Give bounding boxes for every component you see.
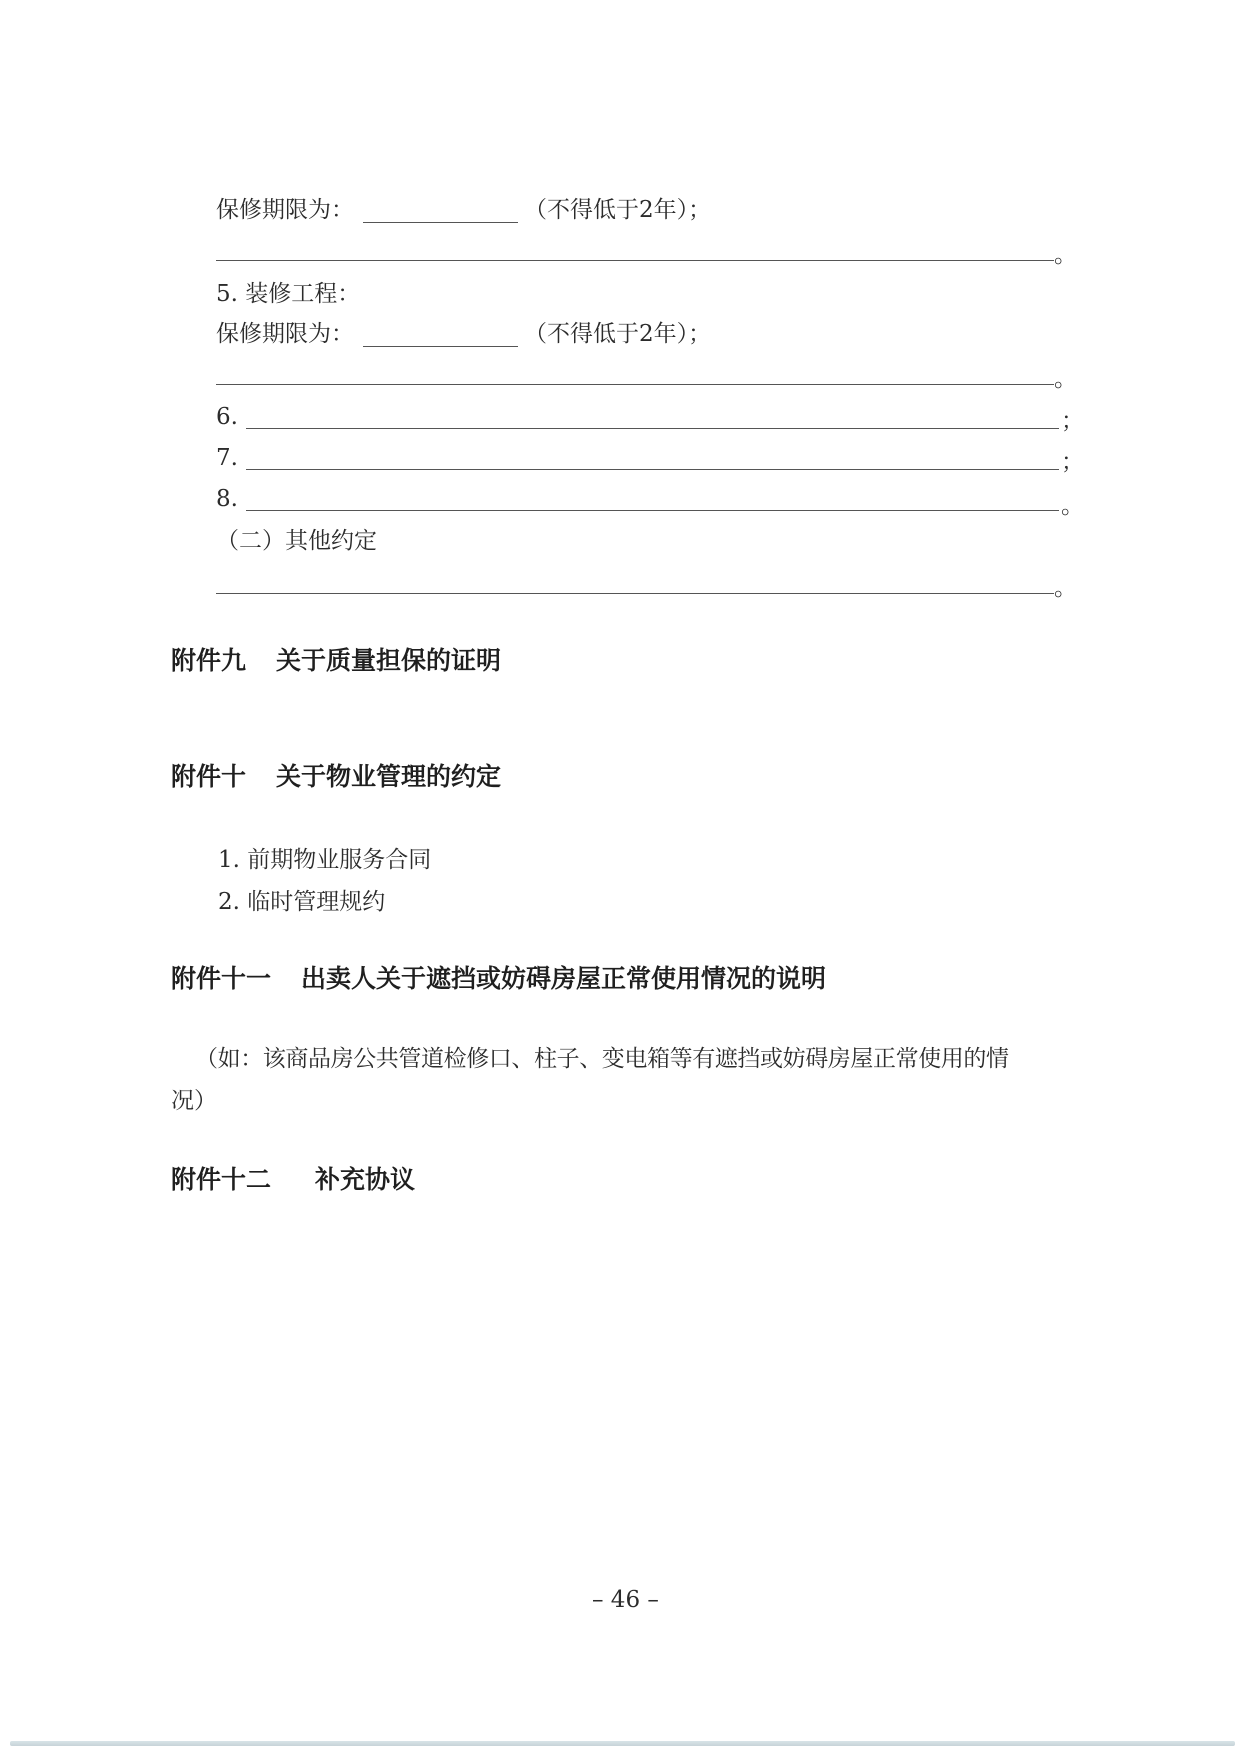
scan-bottom-edge <box>10 1741 1235 1746</box>
line-end-mark: 。 <box>1054 242 1077 268</box>
annex-11-heading <box>171 963 826 995</box>
annex-12-label: 附件十二 <box>171 1165 272 1194</box>
line-end-mark: 。 <box>1061 493 1084 519</box>
item-8-blank[interactable] <box>246 510 1059 511</box>
warranty-content-blank[interactable] <box>216 260 1054 261</box>
warranty-period-note: （不得低于2年）； <box>524 197 712 223</box>
item-5-warranty-blank[interactable] <box>363 346 518 347</box>
item-8-number: 8. <box>216 486 238 512</box>
warranty-period-blank[interactable] <box>363 222 518 223</box>
annex-11-note-line-1: （如：该商品房公共管道检修口、柱子、变电箱等有遮挡或妨碍房屋正常使用的情 <box>195 1046 1009 1072</box>
annex-10-item-1: 1. 前期物业服务合同 <box>218 847 432 873</box>
page-number: – 46 – <box>592 1587 659 1613</box>
item-6-blank[interactable] <box>246 428 1059 429</box>
other-agreements-title: （二）其他约定 <box>216 528 377 554</box>
annex-9-title: 关于质量担保的证明 <box>276 646 502 675</box>
line-end-mark: 。 <box>1054 575 1077 601</box>
warranty-period-label: 保修期限为： <box>216 197 354 223</box>
annex-10-label: 附件十 <box>171 762 247 791</box>
annex-10-title: 关于物业管理的约定 <box>276 762 502 791</box>
item-7-blank[interactable] <box>246 469 1059 470</box>
annex-12-heading <box>171 1164 415 1196</box>
annex-9-heading <box>171 645 501 677</box>
line-end-mark: 。 <box>1054 366 1077 392</box>
line-end-mark: ； <box>1061 408 1084 434</box>
item-5-content-blank[interactable] <box>216 384 1054 385</box>
annex-11-label: 附件十一 <box>171 964 272 993</box>
annex-10-heading <box>171 761 501 793</box>
annex-12-title: 补充协议 <box>315 1165 416 1194</box>
annex-11-note-line-2: 况） <box>171 1088 217 1114</box>
annex-10-item-2: 2. 临时管理规约 <box>218 889 386 915</box>
item-5-warranty-note: （不得低于2年）； <box>524 321 712 347</box>
line-end-mark: ； <box>1061 449 1084 475</box>
annex-11-title: 出卖人关于遮挡或妨碍房屋正常使用情况的说明 <box>301 964 827 993</box>
item-6-number: 6. <box>216 404 238 430</box>
annex-9-label: 附件九 <box>171 646 247 675</box>
item-5-title: 5. 装修工程： <box>216 281 361 307</box>
item-5-warranty-label: 保修期限为： <box>216 321 354 347</box>
item-7-number: 7. <box>216 445 238 471</box>
other-agreements-blank[interactable] <box>216 593 1054 594</box>
